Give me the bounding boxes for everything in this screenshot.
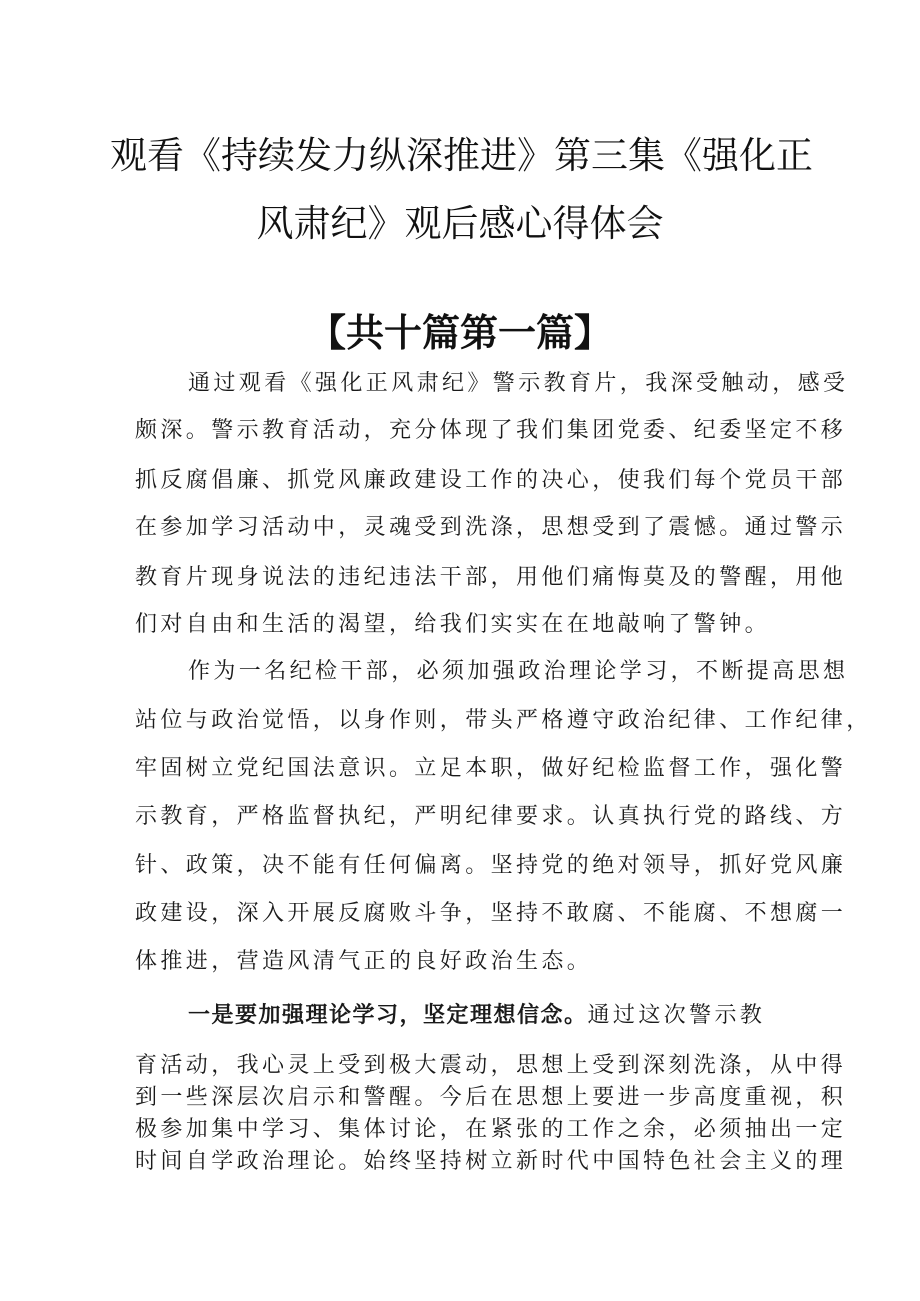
paragraph-3-first-line bbox=[188, 1005, 765, 1027]
paragraph-3-line: 到一些深层次启示和警醒。今后在思想上要进一步高度重视，积 bbox=[135, 1085, 847, 1110]
paragraph-1-line: 通过观看《强化正风肃纪》警示教育片，我深受触动，感受 bbox=[188, 371, 849, 396]
paragraph-2-line: 作为一名纪检干部，必须加强政治理论学习，不断提高思想 bbox=[188, 659, 849, 684]
document-title-line-1: 观看《持续发力纵深推进》第三集《强化正 bbox=[110, 134, 813, 177]
paragraph-1-line: 们对自由和生活的渴望，给我们实实在在地敲响了警钟。 bbox=[135, 612, 771, 637]
paragraph-1-line: 教育片现身说法的违纪违法干部，用他们痛悔莫及的警醒，用他 bbox=[135, 565, 847, 590]
section-subtitle: 【共十篇第一篇】 bbox=[307, 311, 612, 355]
paragraph-3-line: 时间自学政治理论。始终坚持树立新时代中国特色社会主义的理 bbox=[135, 1149, 847, 1174]
paragraph-3-line: 育活动，我心灵上受到极大震动，思想上受到深刻洗涤，从中得 bbox=[135, 1053, 847, 1078]
paragraph-1-line: 颇深。警示教育活动，充分体现了我们集团党委、纪委坚定不移 bbox=[135, 418, 847, 443]
paragraph-2-line: 站位与政治觉悟，以身作则，带头严格遵守政治纪律、工作纪律， bbox=[135, 708, 872, 733]
document-title-line-2: 风肃纪》观后感心得体会 bbox=[256, 202, 664, 245]
paragraph-1-line: 在参加学习活动中，灵魂受到洗涤，思想受到了震憾。通过警示 bbox=[135, 515, 847, 540]
paragraph-2-line: 牢固树立党纪国法意识。立足本职，做好纪检监督工作，强化警 bbox=[135, 756, 847, 781]
paragraph-2-line: 政建设，深入开展反腐败斗争，坚持不敢腐、不能腐、不想腐一 bbox=[135, 901, 847, 926]
paragraph-3-first-rest: 通过这次警示教 bbox=[587, 1003, 766, 1028]
paragraph-1-line: 抓反腐倡廉、抓党风廉政建设工作的决心，使我们每个党员干部 bbox=[135, 468, 847, 493]
paragraph-2-line: 体推进，营造风清气正的良好政治生态。 bbox=[135, 949, 593, 974]
paragraph-2-line: 示教育，严格监督执纪，严明纪律要求。认真执行党的路线、方 bbox=[135, 804, 847, 829]
paragraph-2-line: 针、政策，决不能有任何偏离。坚持党的绝对领导，抓好党风廉 bbox=[135, 853, 847, 878]
paragraph-3-heading: 一是要加强理论学习，坚定理想信念。 bbox=[188, 1003, 588, 1028]
paragraph-3-line: 极参加集中学习、集体讨论，在紧张的工作之余，必须抽出一定 bbox=[135, 1117, 847, 1142]
